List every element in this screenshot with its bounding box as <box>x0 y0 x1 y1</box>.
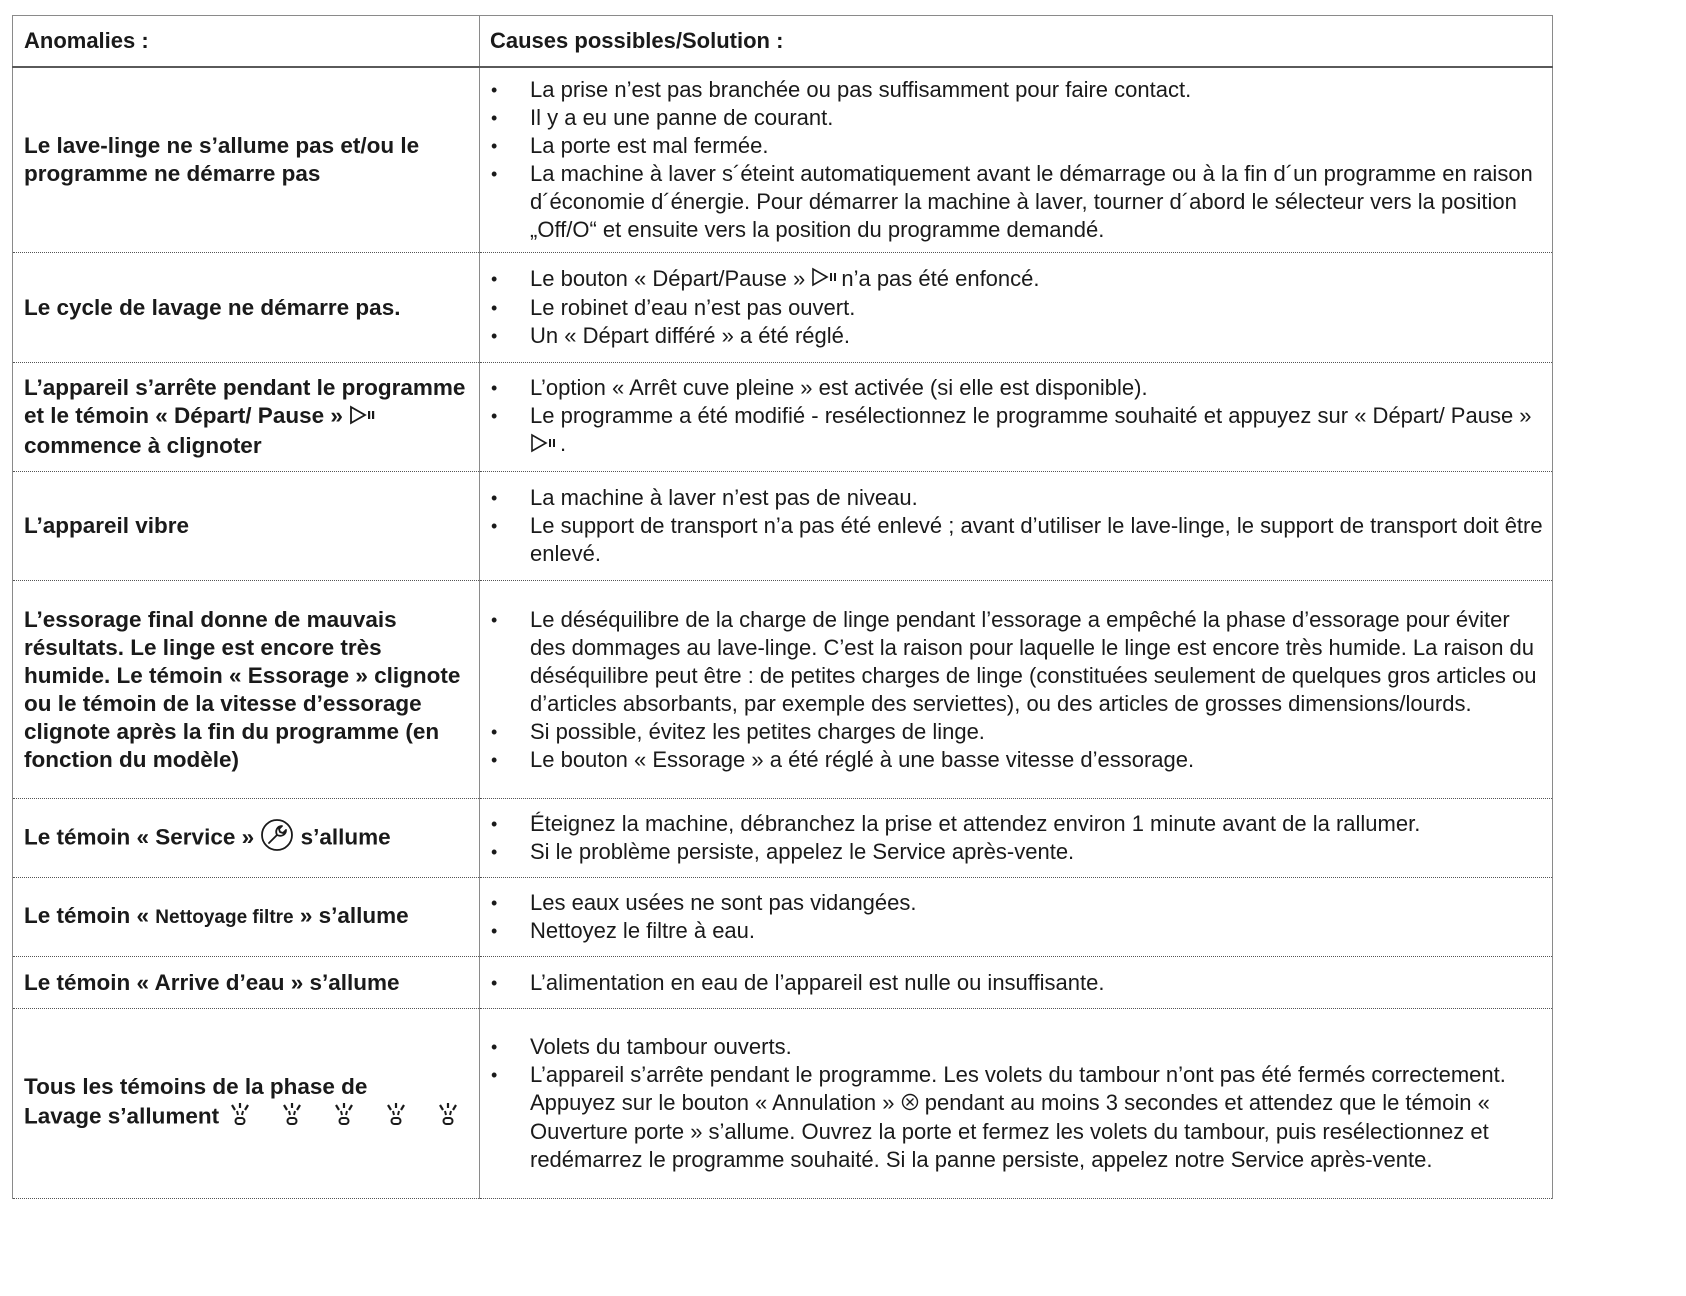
cause-item: • Le support de transport n’a pas été enlevé ; avant d’utiliser le lave-linge, le support de transport doit être enlevé. <box>480 512 1544 568</box>
anomaly-cell: Le cycle de lavage ne démarre pas. <box>13 253 480 363</box>
causes-list <box>480 606 1544 774</box>
wash-phase-led-icons <box>225 1103 461 1128</box>
cause-item: • Éteignez la machine, débranchez la prise et attendez environ 1 minute avant de la rallumer. <box>480 810 1544 838</box>
causes-cell <box>480 878 1553 957</box>
table-row <box>13 957 1553 1009</box>
causes-cell <box>480 67 1553 253</box>
anomaly-cell: L’essorage final donne de mauvais résultats. Le linge est encore très humide. Le témoin « Essorage » clignote ou le témoin de la vitesse d’essorage clignote après la fin du programme (en fonction du modèle) <box>13 581 480 799</box>
wash-phase-led-icon <box>383 1101 409 1134</box>
start-pause-icon <box>530 432 560 460</box>
header-anomalies: Anomalies : <box>13 16 480 68</box>
causes-cell <box>480 363 1553 472</box>
table-row <box>13 581 1553 799</box>
cause-item: • La porte est mal fermée. <box>480 132 1544 160</box>
table-row <box>13 878 1553 957</box>
cause-item: • Volets du tambour ouverts. <box>480 1033 1544 1061</box>
cause-item: • Le bouton « Essorage » a été réglé à une basse vitesse d’essorage. <box>480 746 1544 774</box>
causes-cell <box>480 472 1553 581</box>
causes-cell <box>480 957 1553 1009</box>
cause-item: • Si possible, évitez les petites charges de linge. <box>480 718 1544 746</box>
causes-cell <box>480 799 1553 878</box>
anomaly-cell: Le témoin « Arrive d’eau » s’allume <box>13 957 480 1009</box>
table-row <box>13 363 1553 472</box>
service-wrench-icon <box>260 818 294 859</box>
cause-item: • Il y a eu une panne de courant. <box>480 104 1544 132</box>
cause-item: • L’option « Arrêt cuve pleine » est activée (si elle est disponible). <box>480 374 1544 402</box>
anomaly-cell: Tous les témoins de la phase de Lavage s’allument <box>13 1009 480 1199</box>
table-header-row <box>13 16 1553 68</box>
cause-item: • L’appareil s’arrête pendant le programme. Les volets du tambour n’ont pas été fermés correctement. Appuyez sur le bouton « Annulation » pendant au moins 3 secondes et attendez que le témoin « Ouverture porte » s’allume. Ouvrez la porte et fermez les volets du tambour, puis resélectionnez et redémarrez le programme souhaité. Si la panne persiste, appelez notre Service après-vente. <box>480 1061 1544 1174</box>
wash-phase-led-icon <box>227 1101 253 1134</box>
header-causes: Causes possibles/Solution : <box>480 16 1553 68</box>
causes-cell <box>480 581 1553 799</box>
cause-item: • Les eaux usées ne sont pas vidangées. <box>480 889 1544 917</box>
cause-item: • Le robinet d’eau n’est pas ouvert. <box>480 294 1544 322</box>
causes-list <box>480 810 1544 866</box>
cause-item: • La prise n’est pas branchée ou pas suffisamment pour faire contact. <box>480 76 1544 104</box>
causes-list <box>480 1033 1544 1174</box>
cause-item: • Si le problème persiste, appelez le Service après-vente. <box>480 838 1544 866</box>
cause-item: • Le programme a été modifié - resélectionnez le programme souhaité et appuyez sur « Départ/ Pause » . <box>480 402 1544 459</box>
wash-phase-led-icon <box>279 1101 305 1134</box>
wash-phase-led-icon <box>435 1101 461 1134</box>
table-row <box>13 472 1553 581</box>
causes-cell <box>480 253 1553 363</box>
table-row <box>13 1009 1553 1199</box>
start-pause-icon <box>811 266 841 294</box>
wash-phase-led-icon <box>331 1101 357 1134</box>
causes-list <box>480 76 1544 244</box>
causes-list <box>480 969 1544 997</box>
anomaly-cell: Le témoin « Service » s’allume <box>13 799 480 878</box>
anomaly-cell: L’appareil s’arrête pendant le programme et le témoin « Départ/ Pause » commence à clignoter <box>13 363 480 472</box>
cause-item: • Le déséquilibre de la charge de linge pendant l’essorage a empêché la phase d’essorage pour éviter des dommages au lave-linge. C’est la raison pour laquelle le linge est encore très humide. La raison du déséquilibre peut être : de petites charges de linge (constituées seulement de quelques gros articles ou d’articles absorbants, par exemple des serviettes), ou des articles de grosses dimensions/lourds. <box>480 606 1544 718</box>
troubleshooting-table <box>12 15 1553 1199</box>
cause-item: • Le bouton « Départ/Pause » n’a pas été enfoncé. <box>480 265 1544 294</box>
causes-list <box>480 265 1544 350</box>
cause-item: • L’alimentation en eau de l’appareil est nulle ou insuffisante. <box>480 969 1544 997</box>
cause-item: • Un « Départ différé » a été réglé. <box>480 322 1544 350</box>
table-row <box>13 799 1553 878</box>
anomaly-cell: Le témoin « Nettoyage filtre » s’allume <box>13 878 480 957</box>
causes-list <box>480 889 1544 945</box>
causes-list <box>480 484 1544 568</box>
anomaly-cell: Le lave-linge ne s’allume pas et/ou le programme ne démarre pas <box>13 67 480 253</box>
causes-cell <box>480 1009 1553 1199</box>
cancel-icon <box>901 1090 919 1118</box>
anomaly-cell: L’appareil vibre <box>13 472 480 581</box>
start-pause-icon <box>349 404 379 432</box>
cause-item: • La machine à laver s´éteint automatiquement avant le démarrage ou à la fin d´un programme en raison d´économie d´énergie. Pour démarrer la machine à laver, tourner d´abord le sélecteur vers la position „Off/O“ et ensuite vers la position du programme demandé. <box>480 160 1544 244</box>
cause-item: • Nettoyez le filtre à eau. <box>480 917 1544 945</box>
table-row <box>13 253 1553 363</box>
table-row <box>13 67 1553 253</box>
causes-list <box>480 374 1544 459</box>
cause-item: • La machine à laver n’est pas de niveau. <box>480 484 1544 512</box>
